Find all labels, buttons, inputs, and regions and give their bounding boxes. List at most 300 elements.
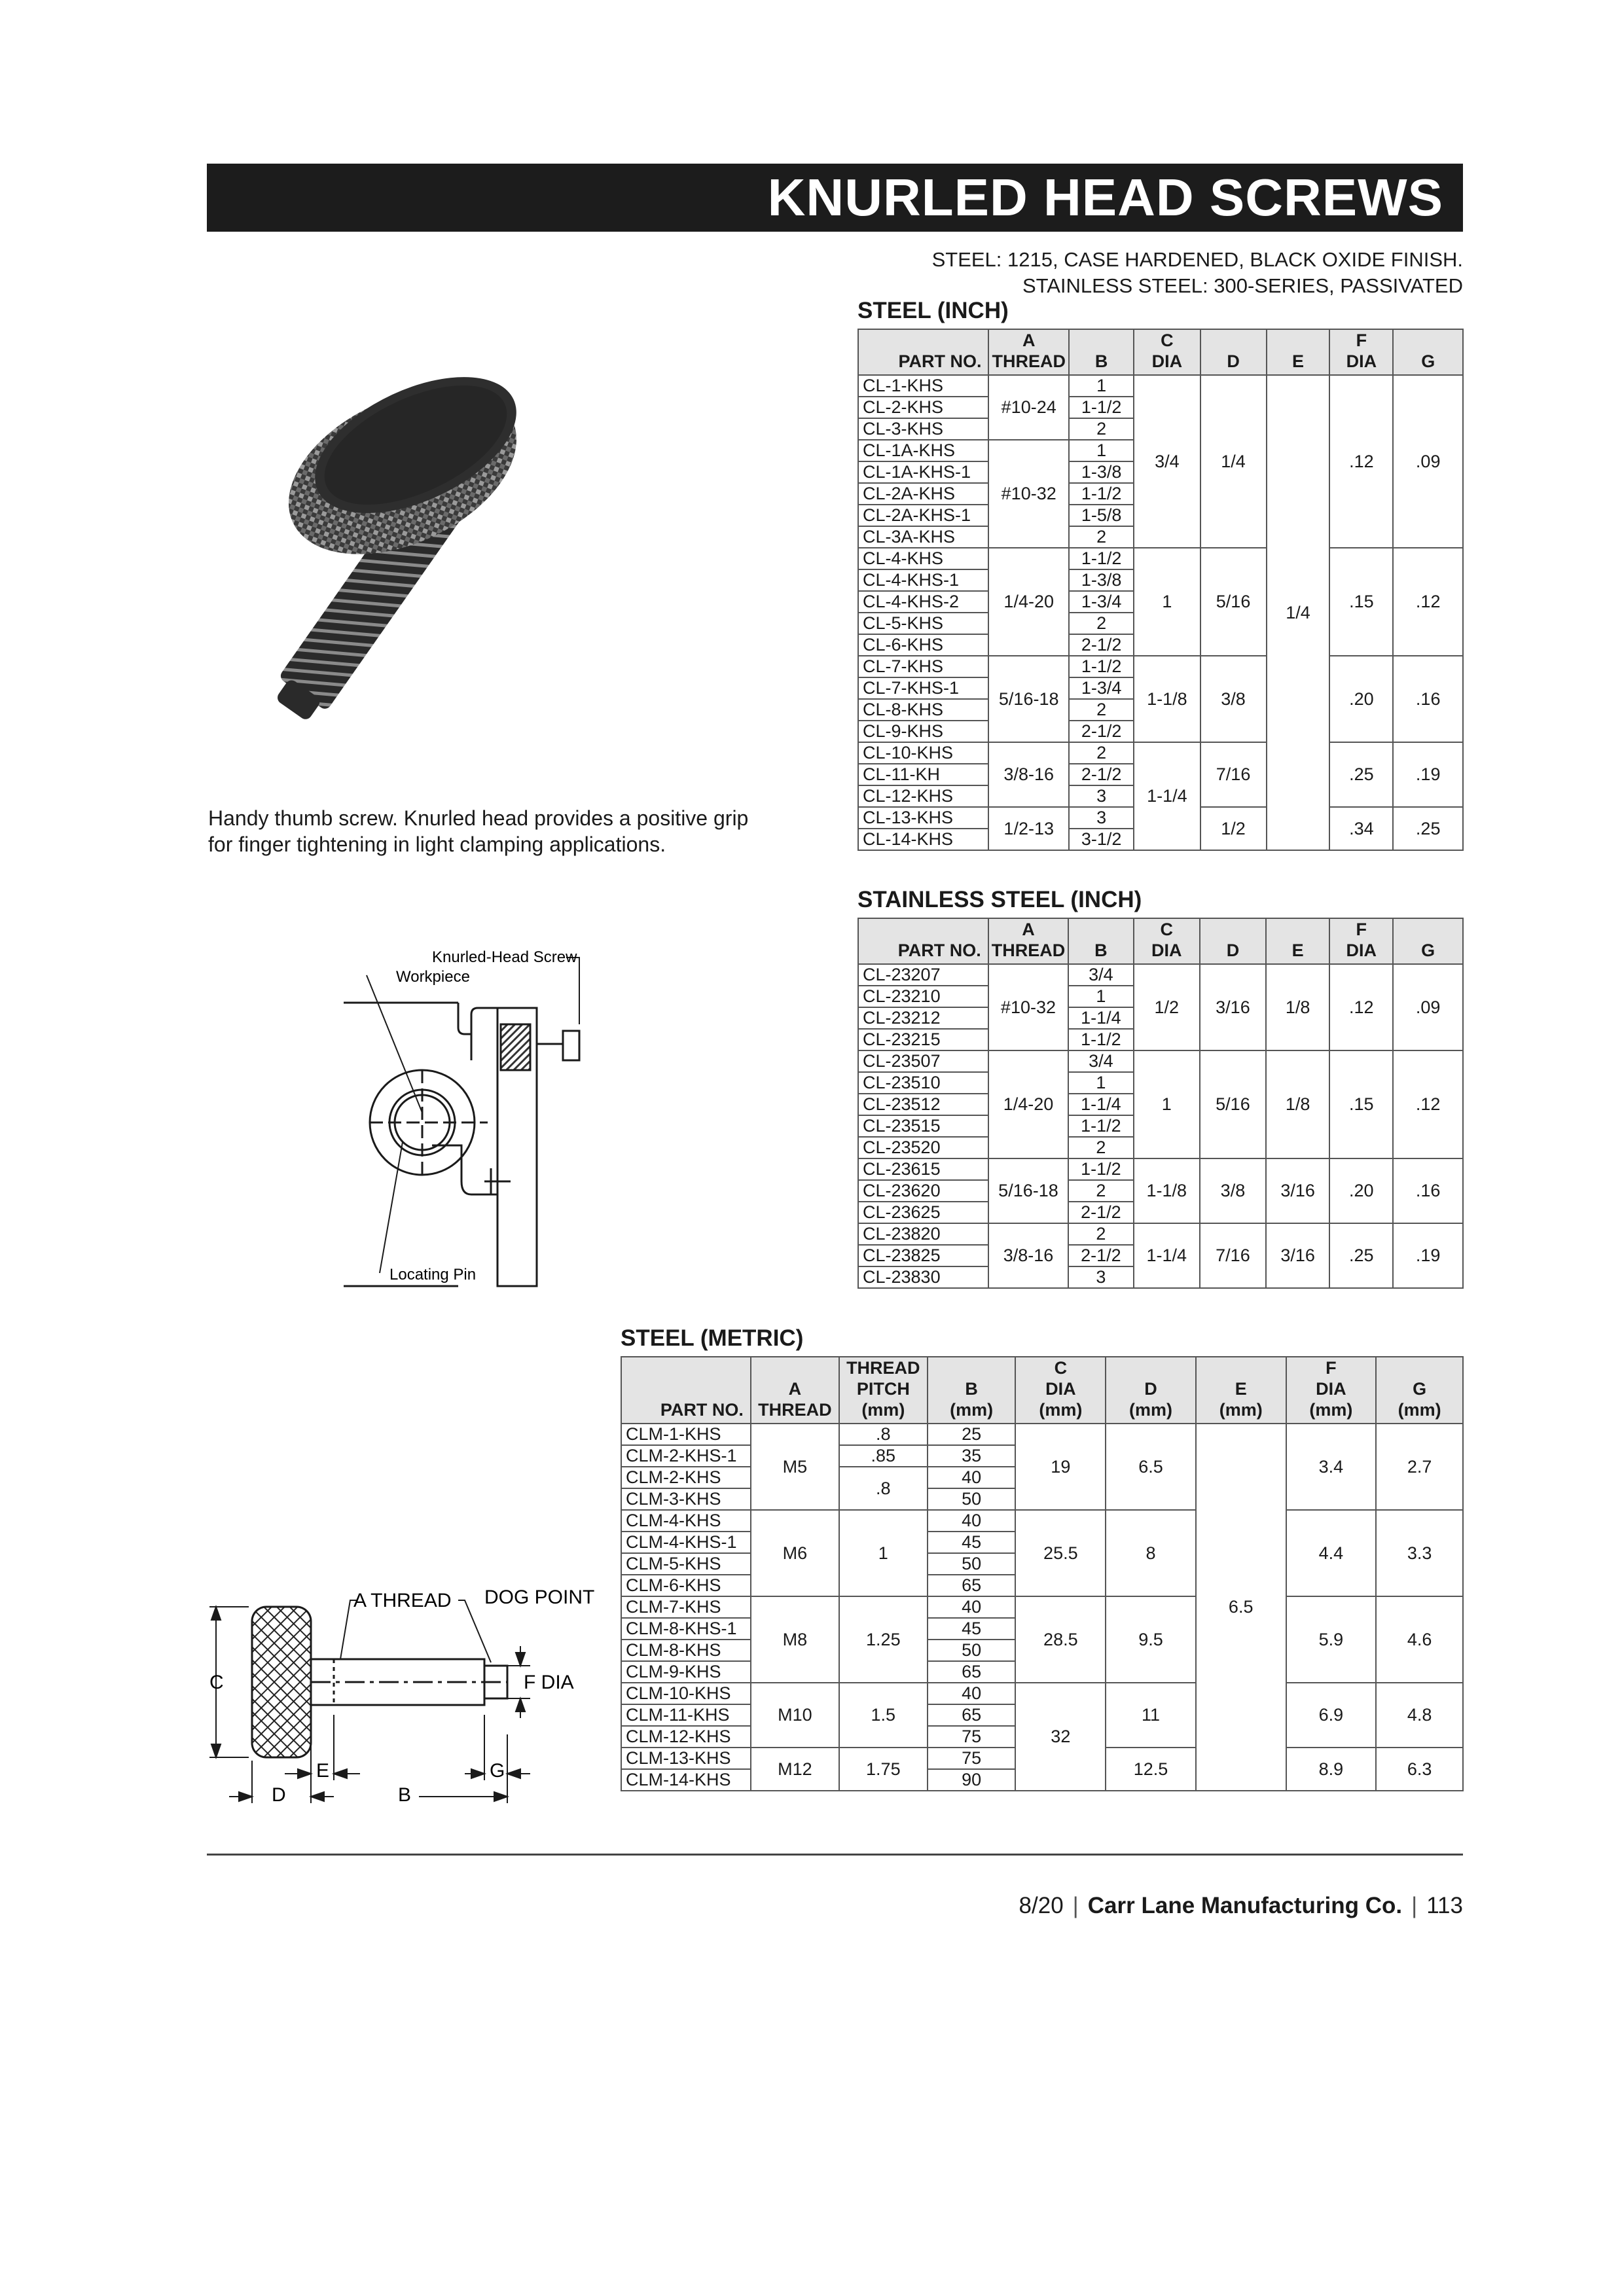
footer-company: Carr Lane Manufacturing Co. [1087,1893,1403,1918]
part-number-cell: CL-23507 [858,1050,988,1072]
column-header-text: G [1413,1379,1427,1399]
col-b [1069,329,1134,375]
part-number-cell: CL-9-KHS [858,721,988,742]
table-cell: M12 [751,1748,839,1791]
column-header-text: E [1291,941,1304,960]
part-number-cell: CLM-6-KHS [621,1575,751,1596]
table-cell: 1-1/4 [1068,1007,1133,1029]
part-number-cell: CL-23620 [858,1180,988,1202]
part-number-cell: CL-1A-KHS [858,440,988,461]
table-cell: 2 [1069,699,1134,721]
product-description [208,805,748,857]
part-number-cell: CL-1A-KHS-1 [858,461,988,483]
column-header-text: G [1421,941,1435,960]
col-g [1393,918,1463,964]
part-number-cell: CL-2A-KHS-1 [858,505,988,526]
page-title: KNURLED HEAD SCREWS [767,168,1443,226]
table-cell: 2 [1069,613,1134,634]
label-c: C [209,1672,224,1693]
stainless-inch-title: STAINLESS STEEL (INCH) [857,887,1142,912]
table-cell: 1-1/8 [1134,1158,1200,1223]
table-cell: 50 [928,1640,1016,1661]
part-number-cell: CL-12-KHS [858,785,988,807]
label-a-thread: A THREAD [353,1590,452,1611]
table-cell: M5 [751,1424,839,1510]
col-a-thread [751,1357,839,1424]
column-header-text: G [1421,351,1435,371]
table-row [858,656,1463,677]
table-cell: 2 [1068,1137,1133,1158]
table-cell: 19 [1015,1424,1106,1510]
part-number-cell: CLM-14-KHS [621,1769,751,1791]
column-header-text: B [1094,941,1108,960]
part-number-cell: CLM-9-KHS [621,1661,751,1683]
part-number-cell: CL-4-KHS-1 [858,569,988,591]
part-number-cell: CLM-4-KHS-1 [621,1532,751,1553]
table-cell: 1/2-13 [988,807,1069,850]
part-number-cell: CL-23512 [858,1094,988,1115]
table-cell: 3/16 [1266,1223,1329,1288]
column-header-text: DIA [1151,941,1182,960]
steel-inch-table [857,329,1464,851]
column-header-text: (mm) [1398,1400,1441,1420]
part-number-cell: CL-11-KH [858,764,988,785]
label-locating-pin: Locating Pin [389,1266,477,1283]
table-cell: 9.5 [1106,1596,1196,1683]
table-cell: .8 [839,1467,928,1510]
table-cell: 6.9 [1286,1683,1377,1748]
table-cell: .34 [1329,807,1393,850]
table-cell: .25 [1329,742,1393,807]
table-row [621,1683,1463,1704]
table-row [858,1223,1463,1245]
table-cell: 1-1/4 [1134,1223,1200,1288]
column-header-text: DIA [1316,1379,1346,1399]
material-line-stainless: STAINLESS STEEL: 300-SERIES, PASSIVATED [1022,274,1463,297]
table-cell: .09 [1393,375,1463,548]
col-a-thread [988,329,1069,375]
col-a-thread [988,918,1069,964]
column-header-text: DIA [1045,1379,1076,1399]
part-number-cell: CLM-4-KHS [621,1510,751,1532]
part-number-cell: CLM-2-KHS [621,1467,751,1488]
table-cell: 50 [928,1553,1016,1575]
column-header-text: F [1326,1358,1337,1378]
table-cell: .12 [1393,1050,1463,1158]
table-cell: 35 [928,1445,1016,1467]
steel-metric-title: STEEL (METRIC) [621,1325,804,1351]
col-b [1068,918,1133,964]
part-number-cell: CL-23625 [858,1202,988,1223]
column-header-text: (mm) [861,1400,905,1420]
part-number-cell: CL-23207 [858,964,988,986]
col-c-dia [1134,329,1200,375]
table-cell: 2 [1068,1223,1133,1245]
column-header-text: DIA [1346,941,1377,960]
table-cell: 1 [1134,1050,1200,1158]
part-number-cell: CL-3A-KHS [858,526,988,548]
table-cell: 1 [1134,548,1200,656]
table-cell: 3.3 [1376,1510,1463,1596]
table-cell: 5/16 [1200,548,1267,656]
part-number-cell: CL-2-KHS [858,397,988,418]
part-number-cell: CL-23825 [858,1245,988,1266]
table-cell: 3 [1069,785,1134,807]
part-number-cell: CL-23615 [858,1158,988,1180]
part-number-cell: CLM-1-KHS [621,1424,751,1445]
label-d: D [272,1784,286,1806]
table-cell: 1 [839,1510,928,1596]
table-cell: 1-5/8 [1069,505,1134,526]
table-cell: 50 [928,1488,1016,1510]
column-header-text: (mm) [1219,1400,1263,1420]
part-number-cell: CL-3-KHS [858,418,988,440]
table-row [858,964,1463,986]
label-dog-point: DOG POINT [484,1587,595,1608]
table-cell: 28.5 [1015,1596,1106,1683]
column-header-text: B [1094,351,1108,371]
table-row [858,1158,1463,1180]
table-cell: 75 [928,1726,1016,1748]
table-row [621,1424,1463,1445]
column-header-text: F [1356,920,1367,939]
table-cell: 2-1/2 [1069,721,1134,742]
table-cell: 3/8 [1200,656,1267,742]
table-cell: 1 [1069,375,1134,397]
table-cell: 1/2 [1200,807,1267,850]
material-spec [932,247,1463,299]
table-cell: 2-1/2 [1069,634,1134,656]
table-cell: #10-32 [988,964,1069,1050]
column-header-text: A [788,1379,802,1399]
footer-divider [207,1854,1463,1856]
table-cell: 1/4 [1267,375,1330,850]
table-cell: .12 [1393,548,1463,656]
table-cell: 5/16-18 [988,656,1069,742]
column-header-text: THREAD [846,1358,920,1378]
col-f-dia [1329,329,1393,375]
column-header-text: A [1022,331,1036,350]
column-header-text: (mm) [950,1400,994,1420]
part-number-cell: CLM-7-KHS [621,1596,751,1618]
table-cell: 2 [1069,526,1134,548]
table-cell: .16 [1393,656,1463,742]
table-cell: 1-1/2 [1068,1029,1133,1050]
col-e [1267,329,1330,375]
col-g [1376,1357,1463,1424]
page-number: 113 [1426,1893,1463,1918]
label-e: E [316,1760,330,1782]
table-cell: 1-1/4 [1134,742,1200,850]
table-cell: 4.6 [1376,1596,1463,1683]
product-photo [242,363,700,730]
part-number-cell: CLM-2-KHS-1 [621,1445,751,1467]
part-number-cell: CL-23210 [858,986,988,1007]
col-part-no [858,329,988,375]
table-row [858,1050,1463,1072]
table-cell: 1/4-20 [988,1050,1069,1158]
table-cell: 3/4 [1068,964,1133,986]
table-cell: 8.9 [1286,1748,1377,1791]
table-cell: 1-1/4 [1068,1094,1133,1115]
table-cell: 1-1/2 [1069,656,1134,677]
table-cell: .20 [1329,656,1393,742]
column-header-text: THREAD [758,1400,832,1420]
table-cell: 1-3/4 [1069,677,1134,699]
table-cell: .09 [1393,964,1463,1050]
col-f-dia [1286,1357,1377,1424]
table-cell: 1/4 [1200,375,1267,548]
material-line-steel: STEEL: 1215, CASE HARDENED, BLACK OXIDE FINISH. [931,248,1463,271]
column-header-text: THREAD [992,351,1066,371]
part-number-cell: CLM-13-KHS [621,1748,751,1769]
table-cell: 1.25 [839,1596,928,1683]
table-cell: 45 [928,1532,1016,1553]
table-cell: .8 [839,1424,928,1445]
part-number-cell: CL-23520 [858,1137,988,1158]
table-cell: 12.5 [1106,1748,1196,1791]
table-cell: 7/16 [1200,1223,1266,1288]
table-cell: 1-1/2 [1069,397,1134,418]
table-cell: 90 [928,1769,1016,1791]
column-header-text: F [1356,331,1367,350]
table-cell: 45 [928,1618,1016,1640]
table-cell: .12 [1329,964,1393,1050]
table-cell: 3.4 [1286,1424,1377,1510]
table-cell: 1-1/8 [1134,656,1200,742]
table-cell: 3/8 [1200,1158,1266,1223]
col-thread-pitch [839,1357,928,1424]
table-cell: .25 [1329,1223,1393,1288]
table-cell: 3/4 [1068,1050,1133,1072]
table-cell: .15 [1329,1050,1393,1158]
column-header-text: DIA [1151,351,1183,371]
label-g: G [490,1760,505,1782]
steel-metric-table [621,1356,1464,1791]
table-cell: 1-3/4 [1069,591,1134,613]
title-banner [207,164,1463,232]
table-cell: 2 [1069,418,1134,440]
column-header-text: (mm) [1039,1400,1083,1420]
table-cell: M8 [751,1596,839,1683]
table-row [621,1510,1463,1532]
table-cell: 40 [928,1510,1016,1532]
steel-inch-title: STEEL (INCH) [857,298,1009,323]
table-cell: 65 [928,1661,1016,1683]
table-cell: 2 [1069,742,1134,764]
column-header-text: C [1161,331,1174,350]
table-cell: 2-1/2 [1068,1245,1133,1266]
part-number-cell: CL-4-KHS [858,548,988,569]
part-number-cell: CL-4-KHS-2 [858,591,988,613]
part-number-cell: CLM-5-KHS [621,1553,751,1575]
table-cell: 3/8-16 [988,1223,1069,1288]
part-number-cell: CL-2A-KHS [858,483,988,505]
table-cell: 3-1/2 [1069,829,1134,850]
column-header-text: A [1022,920,1035,939]
table-cell: 6.5 [1106,1424,1196,1510]
col-b [928,1357,1016,1424]
table-cell: 1 [1068,1072,1133,1094]
table-cell: #10-32 [988,440,1069,548]
footer-separator: | [1072,1893,1079,1918]
col-c-dia [1015,1357,1106,1424]
table-cell: 2 [1068,1180,1133,1202]
table-cell: 2.7 [1376,1424,1463,1510]
table-cell: 3/4 [1134,375,1200,548]
part-number-cell: CL-5-KHS [858,613,988,634]
part-number-cell: CLM-8-KHS [621,1640,751,1661]
table-cell: 1/8 [1266,1050,1329,1158]
table-cell: 11 [1106,1683,1196,1748]
table-cell: 5/16-18 [988,1158,1069,1223]
part-number-cell: CL-23212 [858,1007,988,1029]
table-row [858,548,1463,569]
col-d [1106,1357,1196,1424]
table-cell: 3 [1068,1266,1133,1288]
table-cell: 6.3 [1376,1748,1463,1791]
part-number-cell: CL-7-KHS [858,656,988,677]
table-cell: M6 [751,1510,839,1596]
table-cell: 1.75 [839,1748,928,1791]
part-number-cell: CL-10-KHS [858,742,988,764]
column-header-text: PART NO. [897,941,981,960]
column-header-text: E [1235,1379,1247,1399]
description-line-1: Handy thumb screw. Knurled head provides a positive grip [208,806,749,830]
col-part-no [858,918,988,964]
table-cell: M10 [751,1683,839,1748]
table-cell: 1-3/8 [1069,569,1134,591]
part-number-cell: CLM-12-KHS [621,1726,751,1748]
part-number-cell: CL-23510 [858,1072,988,1094]
table-cell: 1-1/2 [1069,548,1134,569]
part-number-cell: CL-23830 [858,1266,988,1288]
table-cell: 8 [1106,1510,1196,1596]
table-row [858,742,1463,764]
column-header-text: E [1291,351,1304,371]
application-diagram [340,946,602,1299]
table-cell: .25 [1393,807,1463,850]
label-f-dia: F DIA [524,1672,574,1693]
part-number-cell: CL-14-KHS [858,829,988,850]
table-cell: .16 [1393,1158,1463,1223]
table-cell: 25.5 [1015,1510,1106,1596]
table-cell: 32 [1015,1683,1106,1791]
column-header-text: DIA [1346,351,1377,371]
table-cell: 5/16 [1200,1050,1266,1158]
col-d [1200,918,1266,964]
table-cell: 1 [1069,440,1134,461]
page-footer [1019,1893,1463,1919]
column-header-text: (mm) [1129,1400,1173,1420]
col-part-no [621,1357,751,1424]
table-cell: 6.5 [1196,1424,1286,1791]
table-cell: 1/4-20 [988,548,1069,656]
part-number-cell: CL-8-KHS [858,699,988,721]
table-cell: 5.9 [1286,1596,1377,1683]
column-header-text: D [1227,351,1240,371]
col-g [1393,329,1463,375]
table-cell: 4.8 [1376,1683,1463,1748]
table-cell: 40 [928,1596,1016,1618]
table-cell: 1/2 [1134,964,1200,1050]
column-header-text: PITCH [856,1379,910,1399]
table-cell: 1-3/8 [1069,461,1134,483]
table-cell: 25 [928,1424,1016,1445]
column-header-text: PART NO. [660,1400,744,1420]
table-cell: 3/16 [1266,1158,1329,1223]
table-cell: .15 [1329,548,1393,656]
dimension-diagram [203,1584,596,1806]
table-cell: 3/16 [1200,964,1266,1050]
part-number-cell: CLM-11-KHS [621,1704,751,1726]
label-b: B [398,1784,412,1806]
table-cell: 75 [928,1748,1016,1769]
part-number-cell: CLM-3-KHS [621,1488,751,1510]
table-row [621,1596,1463,1618]
table-cell: 65 [928,1704,1016,1726]
table-cell: 1 [1068,986,1133,1007]
col-f-dia [1329,918,1393,964]
part-number-cell: CL-7-KHS-1 [858,677,988,699]
stainless-inch-table [857,918,1464,1289]
column-header-text: D [1144,1379,1157,1399]
column-header-text: THREAD [991,941,1066,960]
part-number-cell: CL-6-KHS [858,634,988,656]
part-number-cell: CL-23820 [858,1223,988,1245]
col-d [1200,329,1267,375]
table-cell: 40 [928,1467,1016,1488]
table-cell: 65 [928,1575,1016,1596]
column-header-text: B [965,1379,978,1399]
footer-separator: | [1411,1893,1418,1918]
column-header-text: C [1054,1358,1068,1378]
table-cell: 7/16 [1200,742,1267,807]
col-c-dia [1134,918,1200,964]
table-cell: .12 [1329,375,1393,548]
part-number-cell: CLM-10-KHS [621,1683,751,1704]
table-cell: .20 [1329,1158,1393,1223]
table-row [858,375,1463,397]
footer-date: 8/20 [1019,1893,1064,1918]
part-number-cell: CLM-8-KHS-1 [621,1618,751,1640]
label-knurled-head-screw: Knurled-Head Screw [432,948,577,966]
column-header-text: PART NO. [898,351,982,371]
description-line-2: for finger tightening in light clamping applications. [208,833,666,856]
part-number-cell: CL-1-KHS [858,375,988,397]
column-header-text: C [1160,920,1173,939]
table-cell: 4.4 [1286,1510,1377,1596]
table-cell: 1-1/2 [1068,1158,1133,1180]
part-number-cell: CL-23515 [858,1115,988,1137]
table-cell: .85 [839,1445,928,1467]
table-cell: 1-1/2 [1068,1115,1133,1137]
col-e [1196,1357,1286,1424]
table-cell: .19 [1393,1223,1463,1288]
table-cell: 1/8 [1266,964,1329,1050]
column-header-text: (mm) [1309,1400,1353,1420]
label-workpiece: Workpiece [396,968,470,986]
table-cell: 2-1/2 [1069,764,1134,785]
table-cell: 3/8-16 [988,742,1069,807]
part-number-cell: CL-13-KHS [858,807,988,829]
table-cell: .19 [1393,742,1463,807]
table-cell: 1.5 [839,1683,928,1748]
table-cell: 2-1/2 [1068,1202,1133,1223]
column-header-text: D [1226,941,1240,960]
table-cell: 40 [928,1683,1016,1704]
table-cell: 3 [1069,807,1134,829]
